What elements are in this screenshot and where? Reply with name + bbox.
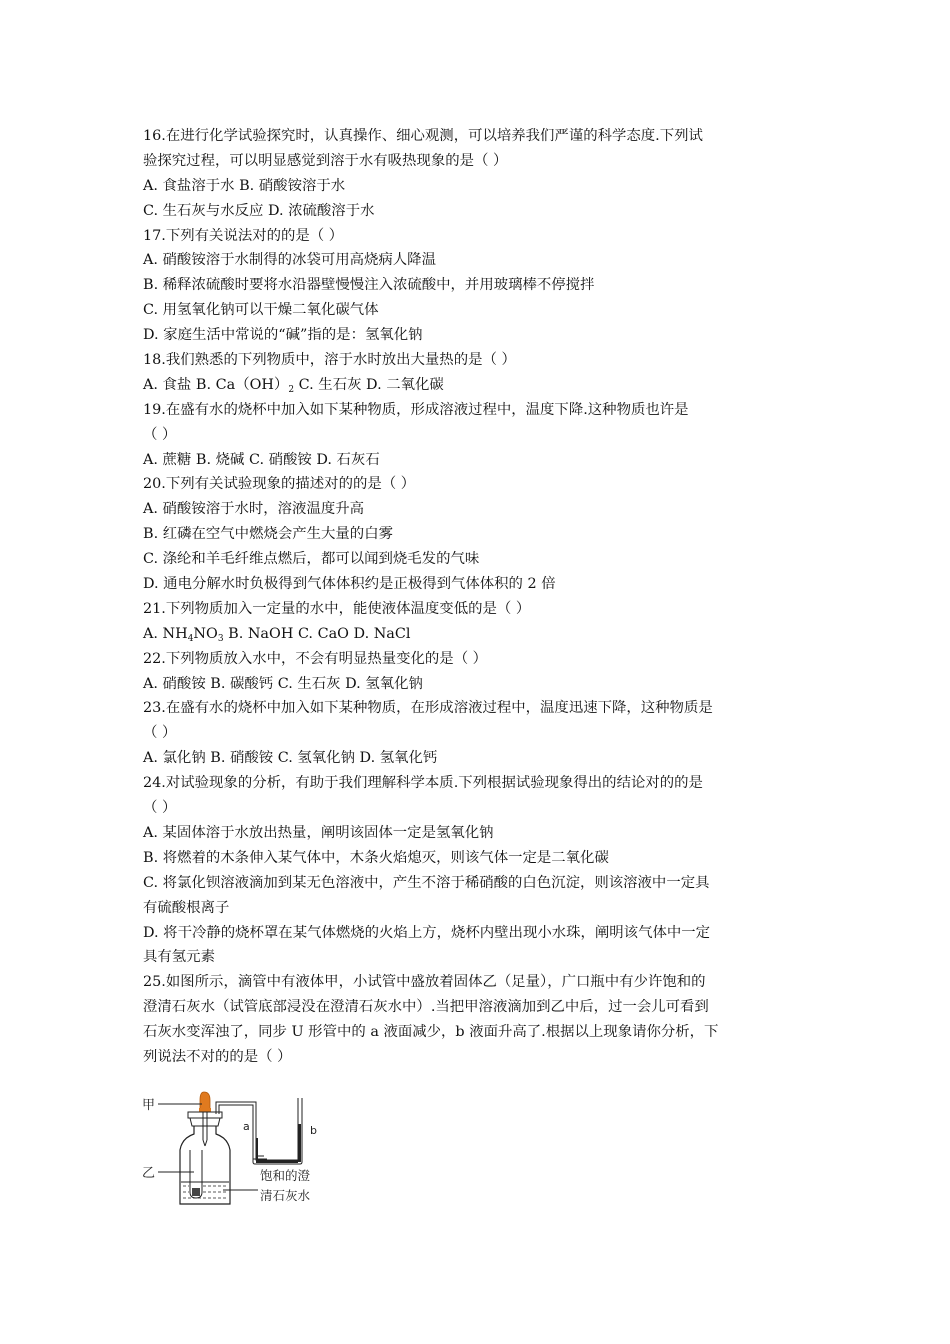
question-line: B. 稀释浓硫酸时要将水沿器壁慢慢注入浓硫酸中，并用玻璃棒不停搅拌	[143, 277, 595, 294]
dropper-collar	[199, 1108, 211, 1112]
question-line: 25.如图所示，滴管中有液体甲，小试管中盛放着固体乙（足量），广口瓶中有少许饱和的	[143, 974, 706, 991]
options-fragment: NO	[193, 625, 218, 642]
question-20	[143, 472, 813, 596]
question-18	[143, 348, 813, 398]
question-line: B. 将燃着的木条伸入某气体中，木条火焰熄灭，则该气体一定是二氧化碳	[143, 849, 609, 866]
question-17	[143, 224, 813, 348]
question-line: 23.在盛有水的烧杯中加入如下某种物质，在形成溶液过程中，温度迅速下降，这种物质是	[143, 700, 713, 717]
question-list	[143, 124, 813, 1070]
question-24	[143, 771, 813, 970]
question-25	[143, 970, 813, 1070]
label-yi: 乙	[142, 1166, 156, 1181]
options-fragment: A. 食盐 B. Ca（OH）	[143, 376, 289, 393]
apparatus-diagram	[138, 1088, 338, 1210]
question-line: （ ）	[143, 725, 177, 742]
label-a: a	[243, 1120, 250, 1133]
question-16	[143, 124, 813, 224]
question-line: 有硫酸根离子	[143, 899, 230, 916]
u-tube-liquid-right	[298, 1124, 301, 1162]
options-line	[143, 373, 813, 398]
question-line: （ ）	[143, 426, 177, 443]
options-line	[143, 622, 813, 647]
question-line: 验探究过程，可以明显感觉到溶于水有吸热现象的是（ ）	[143, 152, 508, 169]
question-line: A. 氯化钠 B. 硝酸铵 C. 氢氧化钠 D. 氢氧化钙	[143, 750, 438, 767]
question-line: 19.在盛有水的烧杯中加入如下某种物质，形成溶液过程中，温度下降.这种物质也许是	[143, 401, 689, 418]
question-line: A. 硝酸铵溶于水时，溶液温度升高	[143, 501, 365, 518]
question-line: 20.下列有关试验现象的描述对的的是（ ）	[143, 476, 416, 493]
question-line: 石灰水变浑浊了，同步 U 形管中的 a 液面减少，b 液面升高了.根据以上现象请你分析，下	[143, 1024, 719, 1041]
question-line: A. 某固体溶于水放出热量，阐明该固体一定是氢氧化钠	[143, 824, 494, 841]
question-line: 22.下列物质放入水中，不会有明显热量变化的是（ ）	[143, 650, 488, 667]
u-tube-liquid-bottom	[256, 1160, 298, 1163]
question-line: 21.下列物质加入一定量的水中，能使液体温度变低的是（ ）	[143, 600, 531, 617]
question-22	[143, 647, 813, 697]
options-fragment: 2	[288, 384, 295, 395]
question-line: C. 生石灰与水反应 D. 浓硫酸溶于水	[143, 202, 375, 219]
question-line: B. 红磷在空气中燃烧会产生大量的白雾	[143, 526, 393, 543]
stopper-top	[188, 1112, 222, 1118]
question-21	[143, 597, 813, 647]
u-tube-liquid-left	[256, 1138, 258, 1160]
question-line: D. 家庭生活中常说的“碱”指的是：氢氧化钠	[143, 327, 423, 344]
question-line: 17.下列有关说法对的的是（ ）	[143, 227, 344, 244]
options-fragment: 4	[187, 633, 194, 644]
question-line: 澄清石灰水（试管底部浸没在澄清石灰水中）.当把甲溶液滴加到乙中后，过一会儿可看到	[143, 999, 709, 1016]
question-line: A. 硝酸铵溶于水制得的冰袋可用高烧病人降温	[143, 252, 436, 269]
question-line: D. 将干冷静的烧杯罩在某气体燃烧的火焰上方，烧杯内壁出现小水珠，阐明该气体中一定	[143, 924, 711, 941]
question-line: （ ）	[143, 800, 177, 817]
bottle-stopper	[190, 1118, 220, 1126]
question-line: C. 将氯化钡溶液滴加到某无色溶液中，产生不溶于稀硝酸的白色沉淀，则该溶液中一定具	[143, 874, 710, 891]
label-b: b	[310, 1124, 317, 1137]
options-fragment: 3	[217, 633, 224, 644]
question-line: 18.我们熟悉的下列物质中，溶于水时放出大量热的是（ ）	[143, 352, 516, 369]
apparatus-figure	[138, 1088, 338, 1210]
question-19	[143, 398, 813, 473]
question-line: C. 涤纶和羊毛纤维点燃后，都可以闻到烧毛发的气味	[143, 551, 480, 568]
options-fragment: A. NH	[143, 625, 188, 642]
question-23	[143, 696, 813, 771]
question-line: 24.对试验现象的分析，有助于我们理解科学本质.下列根据试验现象得出的结论对的的是	[143, 775, 703, 792]
question-line: 具有氢元素	[143, 949, 215, 966]
question-line: 列说法不对的的是（ ）	[143, 1048, 292, 1065]
question-line: A. 食盐溶于水 B. 硝酸铵溶于水	[143, 177, 346, 194]
label-solution-line2: 清石灰水	[260, 1188, 311, 1203]
label-jia: 甲	[142, 1098, 156, 1113]
question-line: A. 硝酸铵 B. 碳酸钙 C. 生石灰 D. 氢氧化钠	[143, 675, 423, 692]
question-line: 16.在进行化学试验探究时，认真操作、细心观测，可以培养我们严谨的科学态度.下列试	[143, 128, 703, 144]
dropper-bulb	[200, 1092, 210, 1110]
options-fragment: C. 生石灰 D. 二氧化碳	[294, 376, 444, 393]
options-fragment: B. NaOH C. CaO D. NaCl	[223, 625, 411, 642]
solid-yi	[192, 1188, 200, 1196]
question-line: A. 蔗糖 B. 烧碱 C. 硝酸铵 D. 石灰石	[143, 451, 380, 468]
question-line: C. 用氢氧化钠可以干燥二氧化碳气体	[143, 302, 379, 319]
question-line: D. 通电分解水时负极得到气体体积约是正极得到气体体积的 2 倍	[143, 576, 556, 593]
label-solution-line1: 饱和的澄	[260, 1168, 311, 1183]
